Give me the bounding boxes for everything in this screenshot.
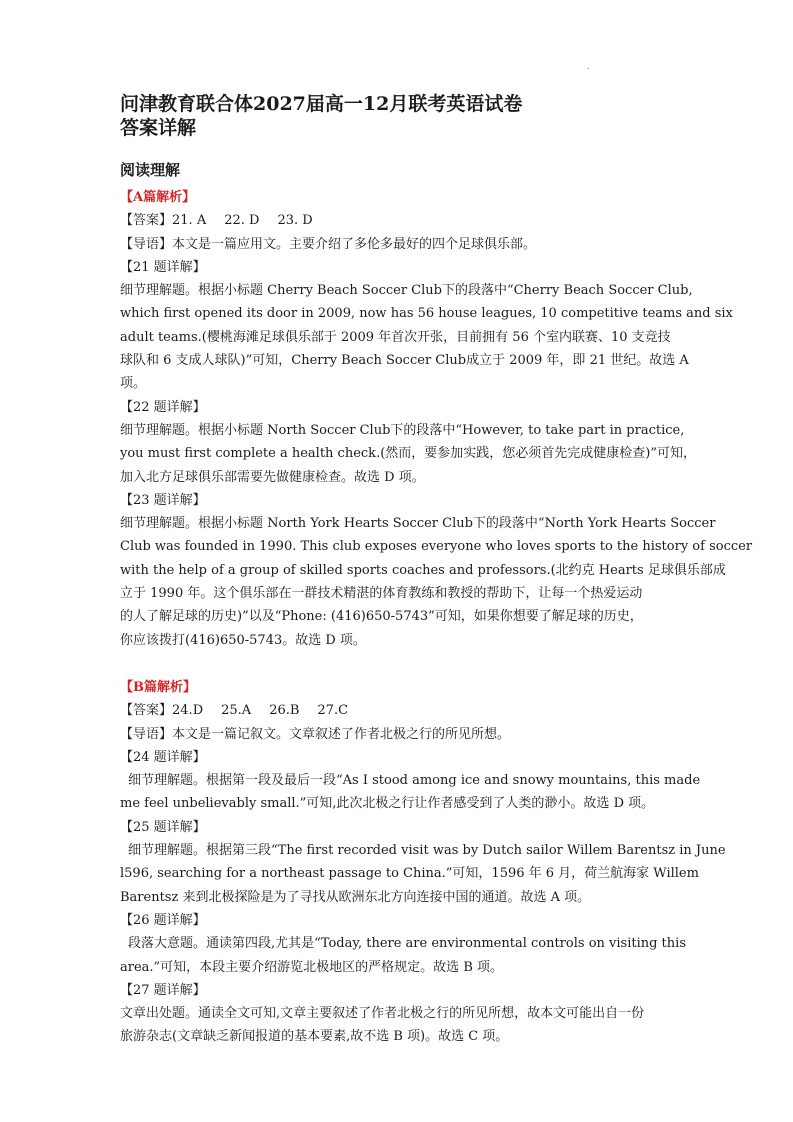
q21-line: which first opened its door in 2009, now has 56 house leagues, 10 competitive teams and six	[120, 306, 733, 322]
section-heading: 阅读理解	[120, 161, 181, 179]
q21-line: 球队和 6 支成人球队)”可知，Cherry Beach Soccer Club成立于 2009 年，即 21 世纪。故选 A	[120, 353, 689, 369]
answer-22: 22. D	[224, 213, 260, 229]
answer-label: 【答案】	[120, 213, 173, 229]
q25-line: Barentsz 来到北极探险是为了寻找从欧洲东北方向连接中国的通道。故选 A 项。	[120, 889, 591, 905]
q22-line: 细节理解题。根据小标题 North Soccer Club下的段落中“However, to take part in practice,	[120, 422, 685, 438]
q22-heading: 【22 题详解】	[120, 399, 206, 415]
part-a-answers	[120, 209, 675, 232]
q25-heading: 【25 题详解】	[120, 819, 206, 835]
q23-heading: 【23 题详解】	[120, 492, 206, 508]
q23-line: with the help of a group of skilled sports coaches and professors.(北约克 Hearts 足球俱乐部成	[120, 562, 726, 578]
q23-line: 立于 1990 年。这个俱乐部在一群技术精湛的体育教练和教授的帮助下，让每一个热爱运动	[120, 586, 643, 602]
part-b-answers	[120, 699, 675, 722]
doc-title-line1: 问津教育联合体2027届高一12月联考英语试卷	[120, 93, 523, 115]
q24-line: me feel unbelievably small.”可知,此次北极之行让作者感受到了人类的渺小。故选 D 项。	[120, 796, 655, 812]
q25-line: l596, searching for a northeast passage to China.”可知，1596 年 6 月，荷兰航海家 Willem	[120, 866, 699, 882]
answer-label: 【答案】	[120, 703, 173, 719]
q22-line: you must first complete a health check.(然而，要参加实践，您必须首先完成健康检查)”可知，	[120, 446, 696, 462]
doc-title-line2: 答案详解	[120, 117, 197, 139]
q23-line: 的人了解足球的历史)”以及“Phone: (416)650-5743”可知，如果你想要了解足球的历史，	[120, 609, 643, 625]
part-a-heading: 【A篇解析】	[120, 190, 196, 205]
q24-heading: 【24 题详解】	[120, 749, 206, 765]
q26-line: area.”可知，本段主要介绍游览北极地区的严格规定。故选 B 项。	[120, 959, 504, 975]
answer-23: 23. D	[277, 213, 313, 229]
q23-line: 你应该拨打(416)650-5743。故选 D 项。	[120, 632, 366, 648]
part-a-guide: 【导语】本文是一篇应用文。主要介绍了多伦多最好的四个足球俱乐部。	[120, 236, 537, 252]
answer-26: 26.B	[269, 703, 300, 719]
q27-heading: 【27 题详解】	[120, 982, 206, 998]
part-b-guide: 【导语】本文是一篇记叙文。文章叙述了作者北极之行的所见所想。	[120, 726, 511, 742]
q26-heading: 【26 题详解】	[120, 912, 206, 928]
q23-line: Club was founded in 1990. This club exposes everyone who loves sports to the history of soccer	[120, 539, 753, 555]
q27-line: 文章出处题。通读全文可知,文章主要叙述了作者北极之行的所见所想，故本文可能出自一份	[120, 1006, 645, 1022]
answer-27: 27.C	[317, 703, 349, 719]
q22-line: 加入北方足球俱乐部需要先做健康检查。故选 D 项。	[120, 469, 425, 485]
answer-25: 25.A	[221, 703, 252, 719]
q21-heading: 【21 题详解】	[120, 259, 206, 275]
q21-line: 项。	[120, 376, 147, 392]
document-body	[120, 92, 753, 1049]
q25-line: 细节理解题。根据第三段“The first recorded visit was by Dutch sailor Willem Barentsz in June	[128, 843, 726, 859]
section-gap	[120, 652, 675, 676]
q24-line: 细节理解题。根据第一段及最后一段“As I stood among ice and snowy mountains, this made	[128, 773, 701, 789]
q27-line: 旅游杂志(文章缺乏新闻报道的基本要素,故不选 B 项)。故选 C 项。	[120, 1029, 509, 1045]
part-b-heading: 【B篇解析】	[120, 679, 196, 695]
answer-21: 21. A	[172, 213, 207, 229]
q21-line: adult teams.(樱桃海滩足球俱乐部于 2009 年首次开张，目前拥有 56 个室内联赛、10 支竞技	[120, 329, 671, 345]
q23-line: 细节理解题。根据小标题 North York Hearts Soccer Club下的段落中“North York Hearts Soccer	[120, 516, 716, 532]
q21-line: 细节理解题。根据小标题 Cherry Beach Soccer Club下的段落中“Cherry Beach Soccer Club,	[120, 283, 693, 299]
page-dot-mark: .	[587, 62, 590, 71]
answer-24: 24.D	[172, 703, 204, 719]
q26-line: 段落大意题。通读第四段,尤其是“Today, there are environmental controls on visiting this	[128, 936, 686, 952]
